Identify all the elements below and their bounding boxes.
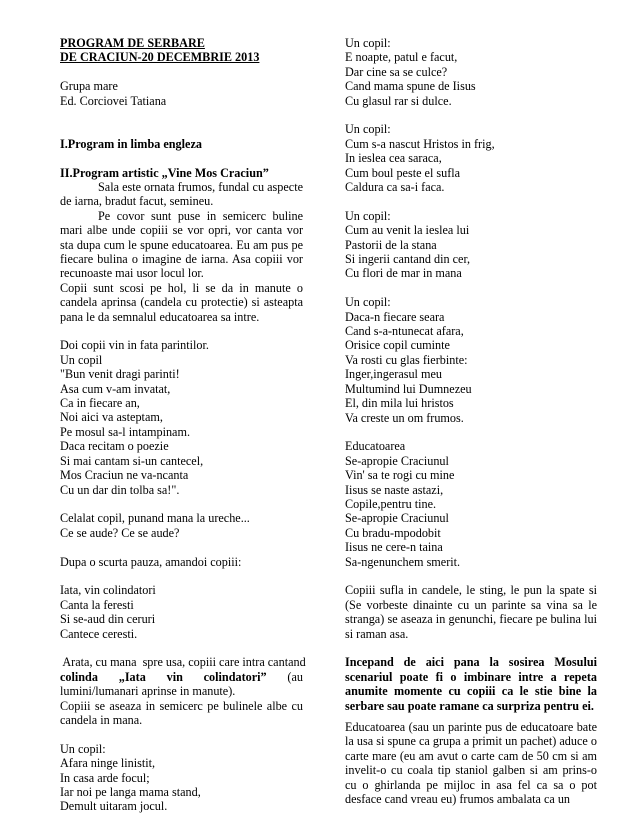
poem-line: Iar noi pe langa mama stand, bbox=[60, 784, 201, 799]
poem-line: Cu un dar din tolba sa!". bbox=[60, 482, 180, 497]
paragraph-children-candles: Copii sunt scosi pe hol, li se da in manute o candela aprinsa (candela cu protectie) si asteapta pana le da semnalul educatoarea sa intre. bbox=[60, 280, 303, 324]
poem-line: Un copil: bbox=[345, 295, 391, 310]
poem-line: Ca in fiecare an, bbox=[60, 396, 140, 411]
header-title-line-1: PROGRAM DE SERBARE bbox=[60, 36, 205, 50]
poem-line: Pe mosul sa-l intampinam. bbox=[60, 424, 190, 439]
poem-line: Multumind lui Dumnezeu bbox=[345, 381, 472, 396]
poem-line: Daca recitam o poezie bbox=[60, 439, 169, 454]
poem-line: Se-apropie Craciunul bbox=[345, 453, 449, 468]
poem-line: Educatoarea bbox=[345, 439, 406, 454]
poem-line: Iisus se naste astazi, bbox=[345, 482, 444, 497]
door-word: „Iata bbox=[118, 669, 146, 684]
paragraph-carpet-circles: Pe covor sunt puse in semicerc buline mari albe unde copiii se vor opri, vor canta vor sta dupa cum le spune educatoarea. Eu am pus pe fiecare bulina o imagine de iarna. Asa copiii vor recunoaste mai usor locul lor. bbox=[60, 208, 303, 281]
ear-gesture-line: Celalat copil, punand mana la ureche... bbox=[60, 511, 250, 526]
poem-line: Asa cum v-am invatat, bbox=[60, 381, 171, 396]
poem-line: In casa arde focul; bbox=[60, 770, 150, 785]
door-line-3: lumini/lumanari aprinse in manute). bbox=[60, 684, 236, 699]
door-line-1: Arata, cu mana spre usa, copiii care intra cantand bbox=[60, 655, 306, 670]
poem-line: Un copil: bbox=[345, 208, 391, 223]
door-word: colindatori” bbox=[203, 669, 267, 684]
poem-line: Se-apropie Craciunul bbox=[345, 511, 449, 526]
group-name: Grupa mare bbox=[60, 79, 118, 94]
poem-line: Si se-aud din ceruri bbox=[60, 612, 156, 627]
poem-line: Inger,ingerasul meu bbox=[345, 367, 442, 382]
poem-line: Canta la feresti bbox=[60, 597, 134, 612]
left-column bbox=[60, 36, 306, 814]
poem-line: Caldura ca sa-i faca. bbox=[345, 180, 445, 195]
poem-line: Iata, vin colindatori bbox=[60, 583, 156, 598]
poem-line: Un copil: bbox=[345, 122, 391, 137]
right-column bbox=[345, 36, 597, 806]
stanza-5 bbox=[345, 439, 597, 569]
poem-line: Demult uitaram jocul. bbox=[60, 799, 168, 814]
teacher-name: Ed. Corciovei Tatiana bbox=[60, 93, 167, 108]
pause-line: Dupa o scurta pauza, amandoi copiii: bbox=[60, 554, 242, 569]
poem-line: "Bun venit dragi parinti! bbox=[60, 367, 180, 382]
poem-line: El, din mila lui hristos bbox=[345, 396, 454, 411]
section-english-program: I.Program in limba engleza bbox=[60, 136, 202, 151]
stanza-3 bbox=[345, 209, 597, 281]
poem-line: Sa-ngenunchem smerit. bbox=[345, 554, 461, 569]
poem-line: Orisice copil cuminte bbox=[345, 338, 450, 353]
poem-line: Si ingerii cantand din cer, bbox=[345, 252, 471, 267]
gift-book-note: Educatoarea (sau un parinte pus de educatoare bate la usa si spune ca grupa a primit un pachet) aduce o carte mare (eu am avut o carte cam de 50 cm si am invelit-o cu coala tip staniol galben si am prins-o cu o ghirlanda pe mijloc in asa fel ca sa o pot desface cand vreau eu) frumos ambalata ca un bbox=[345, 720, 597, 807]
poem-line: Doi copii vin in fata parintilor. bbox=[60, 338, 209, 353]
poem-line: Cu bradu-mpodobit bbox=[345, 525, 441, 540]
poem-line: Mos Craciun ne va-ncanta bbox=[60, 468, 189, 483]
poem-line: Un copil bbox=[60, 352, 103, 367]
poem-line: Noi aici va asteptam, bbox=[60, 410, 163, 425]
poem-line: Cu flori de mar in mana bbox=[345, 266, 462, 281]
door-line-2 bbox=[60, 670, 303, 684]
candles-note: Copiii sufla in candele, le sting, le pun la spate si (Se vorbeste dinainte cu un parinte sa vina sa le stranga) se aseaza in genunchi, fiecare pe bulina lui si raman asa. bbox=[345, 583, 597, 641]
poem-line: Pastorii de la stana bbox=[345, 237, 437, 252]
poem-line: E noapte, patul e facut, bbox=[345, 50, 458, 65]
door-word: (au bbox=[287, 669, 303, 684]
stanza-1 bbox=[345, 36, 597, 108]
poem-line: Cand s-a-ntunecat afara, bbox=[345, 324, 464, 339]
poem-line: Vin' sa te rogi cu mine bbox=[345, 468, 455, 483]
poem-line: Un copil: bbox=[345, 36, 391, 50]
ear-question-line: Ce se aude? Ce se aude? bbox=[60, 525, 180, 540]
welcome-poem bbox=[60, 338, 303, 496]
poem-line: Afara ninge linistit, bbox=[60, 756, 156, 771]
poem-line: Iisus ne cere-n taina bbox=[345, 540, 443, 555]
poem-line: Va rosti cu glas fierbinte: bbox=[345, 352, 468, 367]
stanza-4 bbox=[345, 295, 597, 425]
poem-line: In ieslea cea saraca, bbox=[345, 151, 442, 166]
poem-line: Cum s-a nascut Hristos in frig, bbox=[345, 136, 495, 151]
poem-line: Si mai cantam si-un cantecel, bbox=[60, 453, 204, 468]
paragraph-room-decoration: Sala este ornata frumos, fundal cu aspecte de iarna, bradut facut, semineu. bbox=[60, 180, 303, 209]
stanza-2 bbox=[345, 122, 597, 194]
door-word: colinda bbox=[60, 669, 98, 684]
poem-line: Copile,pentru tine. bbox=[345, 496, 437, 511]
poem-line: Cum au venit la ieslea lui bbox=[345, 223, 470, 238]
poem-line: Cand mama spune de Iisus bbox=[345, 79, 476, 94]
snow-poem bbox=[60, 756, 303, 814]
poem-line: Va creste un om frumos. bbox=[345, 410, 464, 425]
poem-line: Cum boul peste el sufla bbox=[345, 165, 461, 180]
child-label: Un copil: bbox=[60, 741, 106, 756]
door-word: vin bbox=[166, 669, 183, 684]
poem-line: Cantece ceresti. bbox=[60, 626, 138, 641]
poem-line: Daca-n fiecare seara bbox=[345, 309, 445, 324]
door-line-4: Copiii se aseaza in semicerc pe bulinele albe cu candela in mana. bbox=[60, 698, 303, 727]
carol-verse bbox=[60, 583, 303, 641]
poem-line: Cu glasul rar si dulce. bbox=[345, 93, 452, 108]
poem-line: Dar cine sa se culce? bbox=[345, 64, 448, 79]
section-artistic-program: II.Program artistic „Vine Mos Craciun” bbox=[60, 165, 269, 180]
header-title-line-2: DE CRACIUN-20 DECEMBRIE 2013 bbox=[60, 50, 260, 65]
scenario-note: Incepand de aici pana la sosirea Mosului scenariul poate fi o imbinare intre a repeta anumite momente cu copiii ca le stie bine la serbare sau poate ramane ca surpriza pentru ei. bbox=[345, 655, 597, 713]
